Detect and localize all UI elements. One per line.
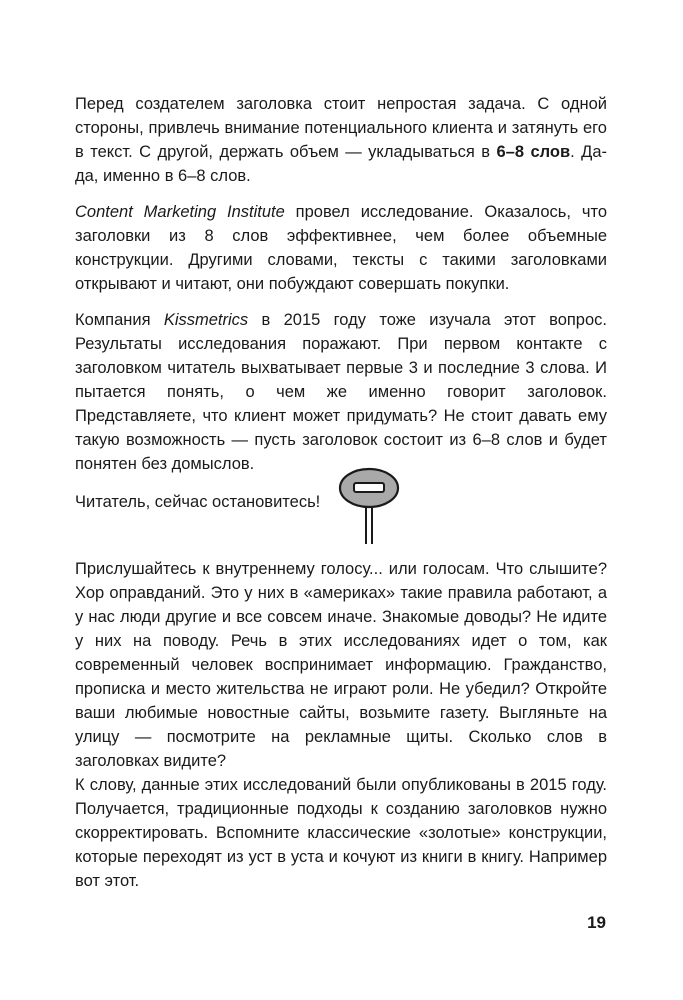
paragraph-content-marketing-institute xyxy=(75,200,607,296)
stop-callout-text: Читатель, сейчас остановитесь! xyxy=(75,493,321,511)
italic-text: Kissmetrics xyxy=(163,311,249,329)
text-run: провел исследование. Оказалось, что заголовки из 8 слов эффективнее, чем более объемные конструкции. Другими словами, тексты с такими заголовками открывают и читают, они побуждают совершать покупки. xyxy=(75,203,607,293)
text-run: Прислушайтесь к внутреннему голосу... или голосам. Что слышите? Хор оправданий. Это у них в «америках» такие правила работают, а у нас люди другие и все совсем иначе. Знакомые доводы? Не идите у них на поводу. Речь в этих исследованиях идет о том, как современный человек воспринимает информацию. Гражданство, прописка и место жительства не играют роли. Не убедил? Откройте ваши любимые новостные сайты, возьмите газету. Выгляньте на улицу — посмотрите на рекламные щиты. Сколько слов в заголовках видите? xyxy=(75,560,607,770)
bold-text: 6–8 слов xyxy=(496,143,571,161)
paragraph-research-published xyxy=(75,773,607,893)
page-number: 19 xyxy=(587,913,606,932)
text-run: в 2015 году тоже изучала этот вопрос. Результаты исследования поражают. При первом контакте с заголовком читатель выхватывает первые 3 и последние 3 слова. И пытается понять, о чем же именно говорит заголовок. Представляете, что клиент может придумать? Не стоит давать ему такую возможность — пусть заголовок состоит из 6–8 слов и будет понятен без домыслов. xyxy=(75,311,607,473)
text-run: Перед создателем заголовка стоит непростая задача. С одной стороны, привлечь внимание потенциального клиента и затянуть его в текст. С другой, держать объем — укладываться в xyxy=(75,95,607,161)
text-run: Компания xyxy=(75,311,164,329)
paragraph-inner-voice xyxy=(75,557,607,773)
stop-sign-icon xyxy=(338,466,402,546)
italic-text: Content Marketing Institute xyxy=(75,203,285,221)
text-run: . Да-да, именно в 6–8 слов. xyxy=(75,143,607,185)
paragraph-kissmetrics xyxy=(75,308,607,476)
text-run: К слову, данные этих исследований были опубликованы в 2015 году. Получается, традиционные подходы к созданию заголовков нужно скорректировать. Вспомните классические «золотые» конструкции, которые переходят из уст в уста и кочуют из книги в книгу. Например вот этот. xyxy=(75,776,607,890)
paragraph-headline-task xyxy=(75,92,607,188)
